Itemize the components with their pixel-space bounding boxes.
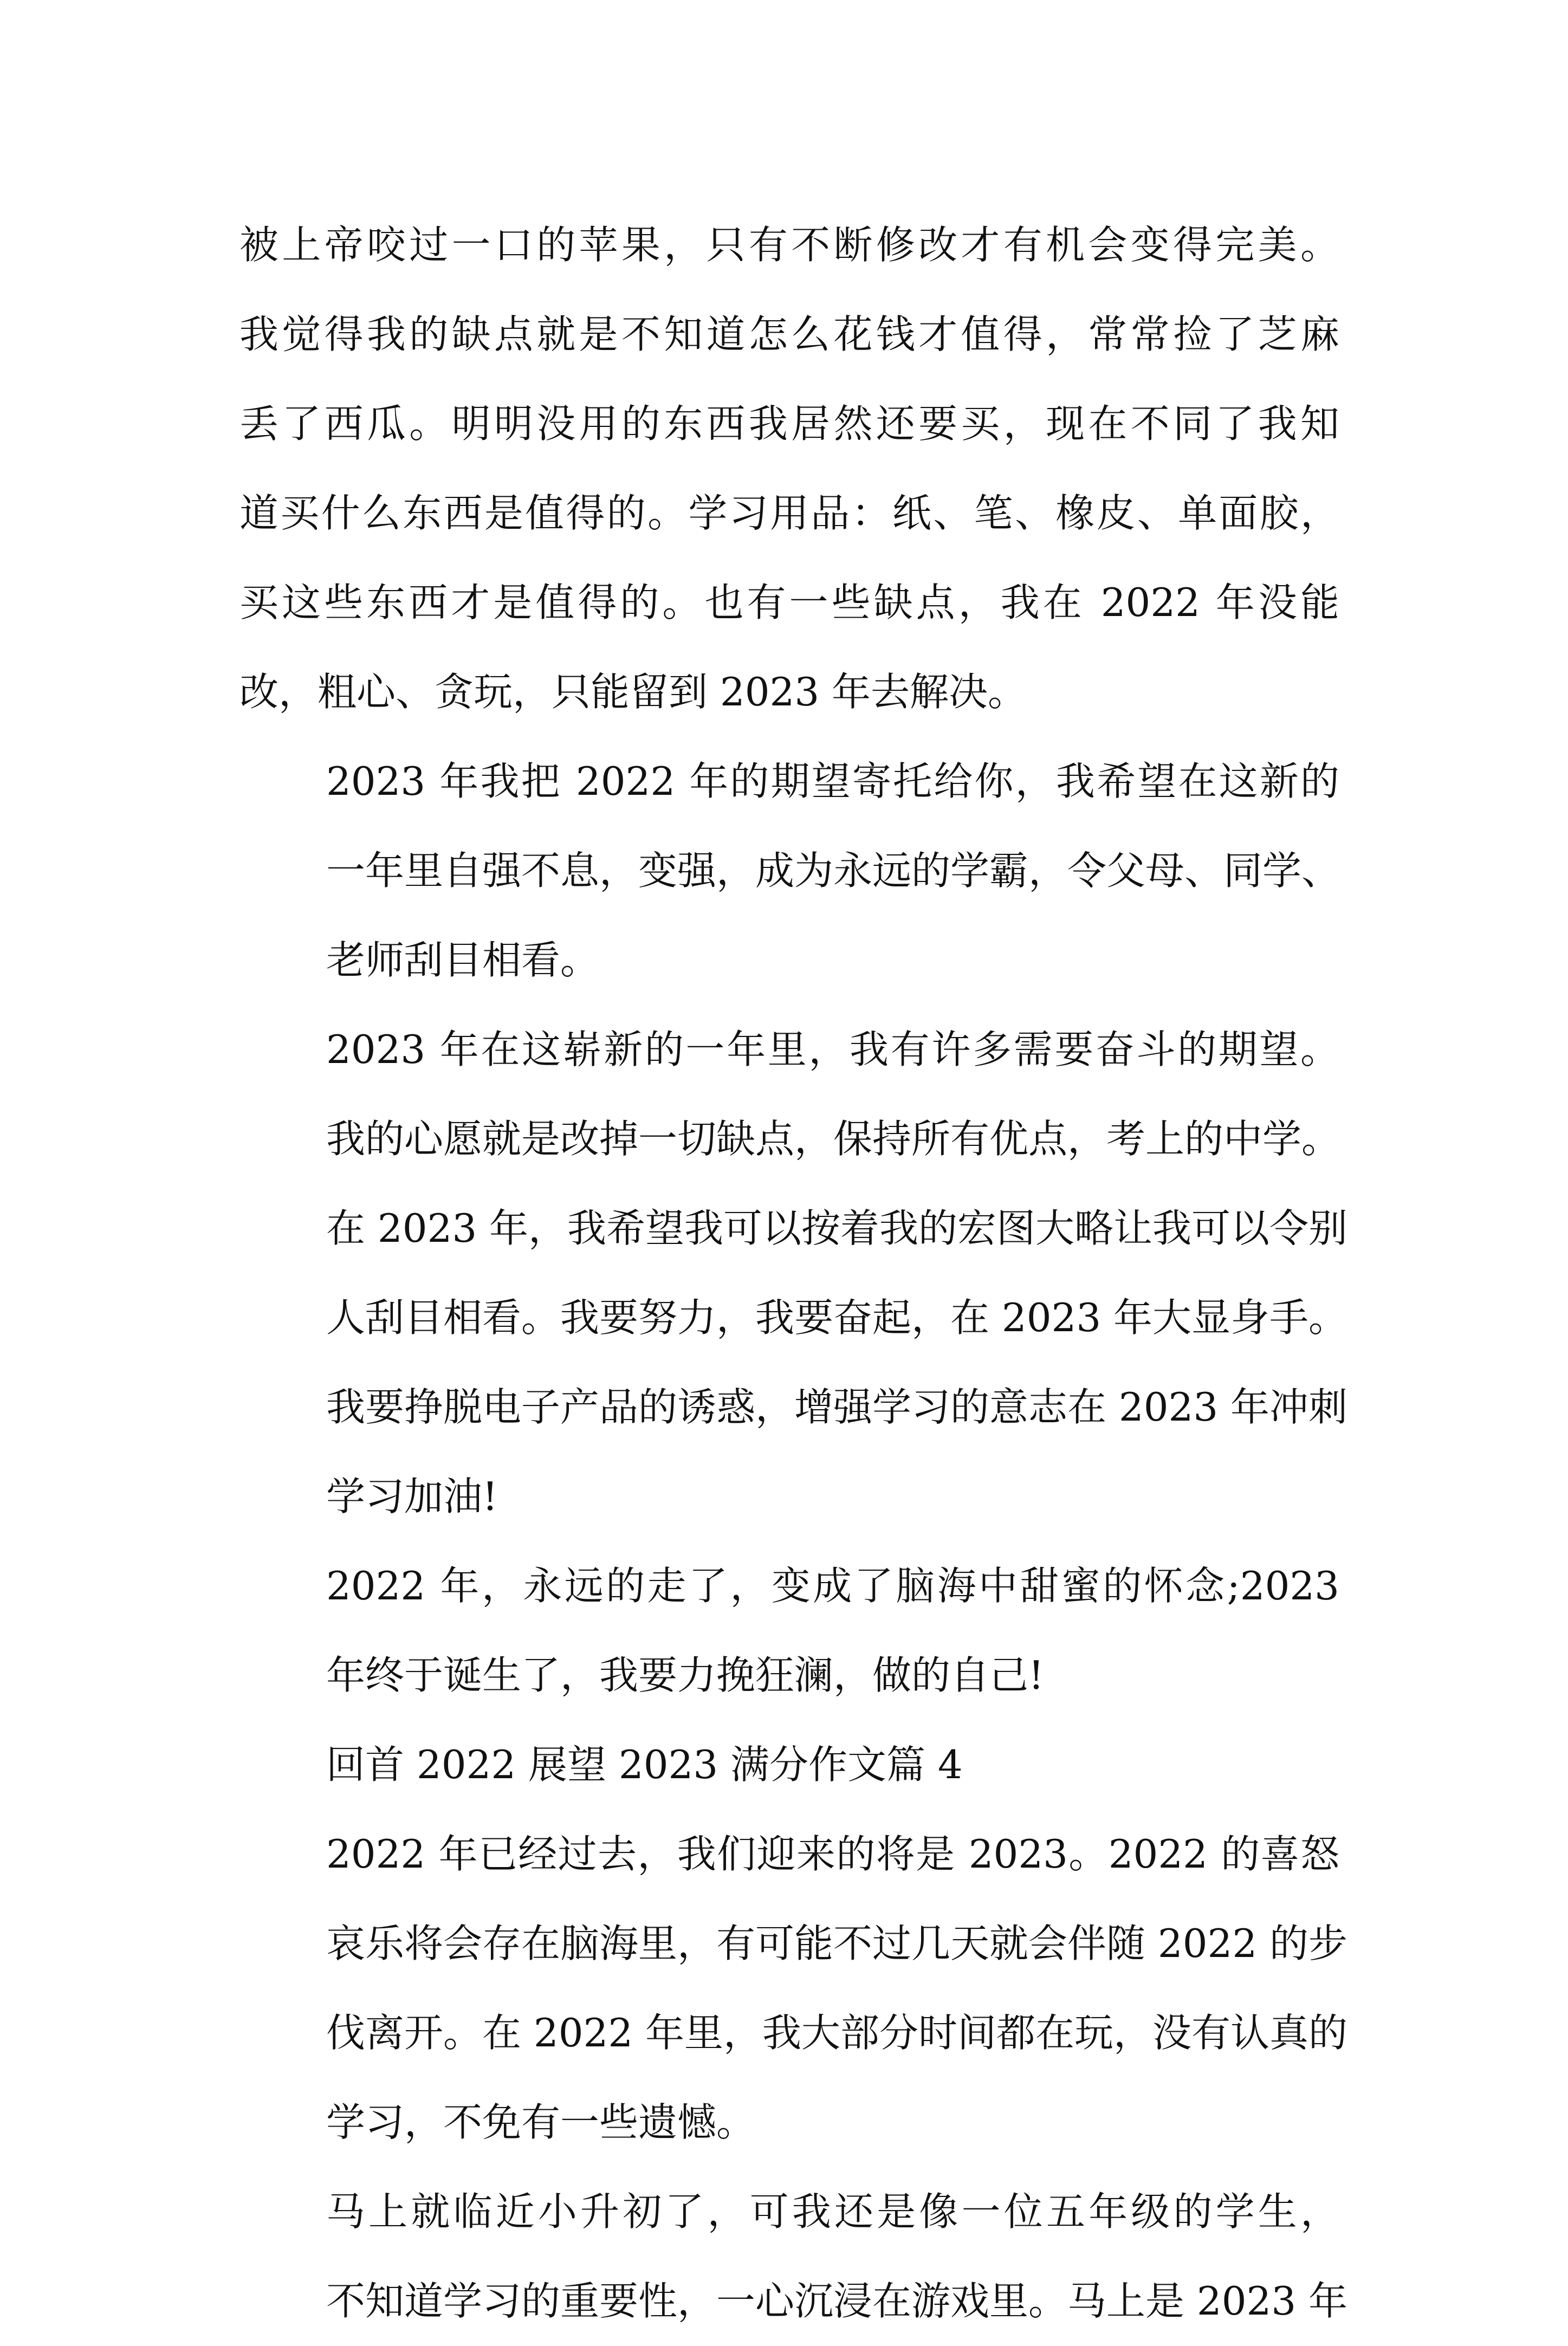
- paragraph: [239, 1005, 1348, 1541]
- text-line: 回首 2022 展望 2023 满分作文篇 4: [326, 1742, 963, 1787]
- text-line: 2022 年已经过去，我们迎来的将是 2023。2022 的喜怒: [326, 1831, 1339, 1877]
- text-line: 学习加油!: [326, 1474, 498, 1519]
- text-line: 哀乐将会存在脑海里，有可能不过几天就会伴随 2022 的步: [326, 1921, 1348, 1966]
- text-line: 我的心愿就是改掉一切缺点，保持所有优点，考上的中学。: [326, 1116, 1341, 1162]
- text-line: 不知道学习的重要性，一心沉浸在游戏里。马上是 2023 年: [326, 2278, 1348, 2324]
- text-line: 马上就临近小升初了，可我还是像一位五年级的学生，: [326, 2189, 1339, 2234]
- text-line: 老师刮目相看。: [326, 937, 600, 983]
- text-line: 伐离开。在 2022 年里，我大部分时间都在玩，没有认真的: [326, 2010, 1348, 2056]
- paragraph: [239, 1810, 1348, 2167]
- text-line: 2022 年，永远的走了，变成了脑海中甜蜜的怀念;2023: [326, 1563, 1339, 1609]
- text-line: 一年里自强不息，变强，成为永远的学霸，令父母、同学、: [326, 848, 1341, 893]
- text-line: 学习，不免有一些遗憾。: [326, 2099, 756, 2145]
- text-line: 年终于诞生了，我要力挽狂澜，做的自己!: [326, 1652, 1044, 1698]
- text-line: 改，粗心、贪玩，只能留到 2023 年去解决。: [239, 669, 1027, 715]
- text-line: 2023 年我把 2022 年的期望寄托给你，我希望在这新的: [326, 759, 1339, 804]
- paragraph: [239, 200, 1339, 737]
- text-line: 在 2023 年，我希望我可以按着我的宏图大略让我可以令别: [326, 1206, 1348, 1251]
- text-line: 被上帝咬过一口的苹果，只有不断修改才有机会变得完美。: [239, 222, 1339, 268]
- paragraph: [239, 2167, 1348, 2346]
- text-line: 买这些东西才是值得的。也有一些缺点，我在 2022 年没能: [239, 580, 1339, 625]
- document-body: [239, 200, 1348, 2346]
- text-line: 道买什么东西是值得的。学习用品：纸、笔、橡皮、单面胶，: [239, 490, 1339, 536]
- text-line: 人刮目相看。我要努力，我要奋起，在 2023 年大显身手。: [326, 1295, 1348, 1340]
- paragraph: [239, 1541, 1339, 1720]
- text-line: 2023 年在这崭新的一年里，我有许多需要奋斗的期望。: [326, 1027, 1339, 1072]
- text-line: 我觉得我的缺点就是不知道怎么花钱才值得，常常捡了芝麻: [239, 312, 1339, 357]
- text-line: 丢了西瓜。明明没用的东西我居然还要买，现在不同了我知: [239, 401, 1339, 446]
- text-line: 我要挣脱电子产品的诱惑，增强学习的意志在 2023 年冲刺: [326, 1384, 1348, 1430]
- paragraph: [239, 737, 1339, 1005]
- paragraph: [239, 1720, 1339, 1810]
